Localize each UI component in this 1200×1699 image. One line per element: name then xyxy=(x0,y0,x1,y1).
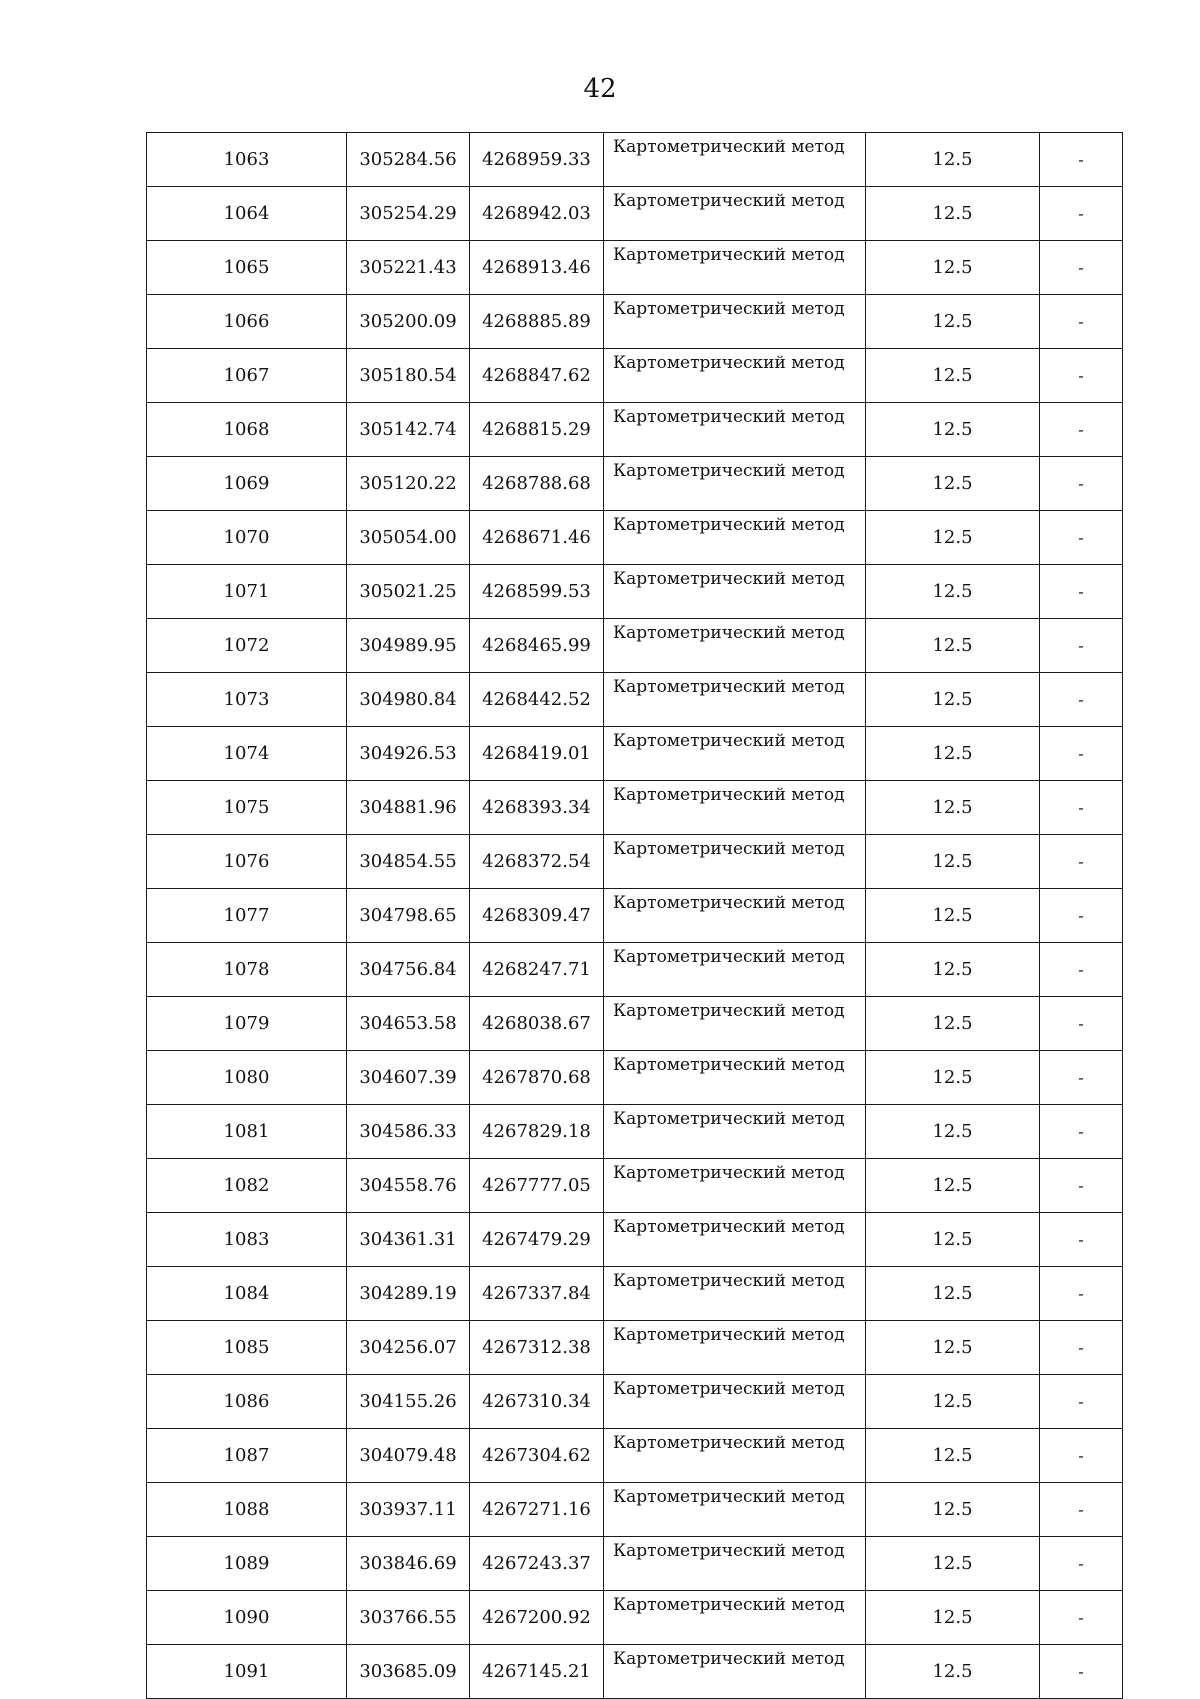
y-coordinate-cell: 4268671.46 xyxy=(470,511,604,565)
accuracy-cell: 12.5 xyxy=(866,1645,1040,1699)
method-cell: Картометрический метод xyxy=(604,295,866,349)
point-number-cell: 1071 xyxy=(147,565,347,619)
table-row xyxy=(147,511,1123,565)
y-coordinate-cell: 4267200.92 xyxy=(470,1591,604,1645)
x-coordinate-cell: 304756.84 xyxy=(347,943,470,997)
note-cell: - xyxy=(1040,403,1123,457)
y-coordinate-cell: 4268465.99 xyxy=(470,619,604,673)
y-coordinate-cell: 4267312.38 xyxy=(470,1321,604,1375)
table-row xyxy=(147,1051,1123,1105)
table-row xyxy=(147,187,1123,241)
point-number-cell: 1075 xyxy=(147,781,347,835)
table-row xyxy=(147,457,1123,511)
x-coordinate-cell: 303766.55 xyxy=(347,1591,470,1645)
x-coordinate-cell: 303937.11 xyxy=(347,1483,470,1537)
table-row xyxy=(147,997,1123,1051)
x-coordinate-cell: 305284.56 xyxy=(347,133,470,187)
x-coordinate-cell: 304361.31 xyxy=(347,1213,470,1267)
table-row xyxy=(147,241,1123,295)
point-number-cell: 1065 xyxy=(147,241,347,295)
y-coordinate-cell: 4268599.53 xyxy=(470,565,604,619)
y-coordinate-cell: 4268942.03 xyxy=(470,187,604,241)
y-coordinate-cell: 4268815.29 xyxy=(470,403,604,457)
point-number-cell: 1081 xyxy=(147,1105,347,1159)
x-coordinate-cell: 305180.54 xyxy=(347,349,470,403)
table-row xyxy=(147,673,1123,727)
y-coordinate-cell: 4268372.54 xyxy=(470,835,604,889)
note-cell: - xyxy=(1040,1537,1123,1591)
y-coordinate-cell: 4267777.05 xyxy=(470,1159,604,1213)
point-number-cell: 1066 xyxy=(147,295,347,349)
page-number: 42 xyxy=(583,74,617,104)
method-cell: Картометрический метод xyxy=(604,673,866,727)
note-cell: - xyxy=(1040,1483,1123,1537)
x-coordinate-cell: 304558.76 xyxy=(347,1159,470,1213)
method-cell: Картометрический метод xyxy=(604,187,866,241)
method-cell: Картометрический метод xyxy=(604,1591,866,1645)
point-number-cell: 1070 xyxy=(147,511,347,565)
accuracy-cell: 12.5 xyxy=(866,727,1040,781)
method-cell: Картометрический метод xyxy=(604,457,866,511)
accuracy-cell: 12.5 xyxy=(866,1483,1040,1537)
point-number-cell: 1078 xyxy=(147,943,347,997)
table-row xyxy=(147,1537,1123,1591)
note-cell: - xyxy=(1040,511,1123,565)
accuracy-cell: 12.5 xyxy=(866,511,1040,565)
x-coordinate-cell: 304798.65 xyxy=(347,889,470,943)
x-coordinate-cell: 305221.43 xyxy=(347,241,470,295)
accuracy-cell: 12.5 xyxy=(866,1213,1040,1267)
table-row xyxy=(147,565,1123,619)
x-coordinate-cell: 303685.09 xyxy=(347,1645,470,1699)
note-cell: - xyxy=(1040,187,1123,241)
accuracy-cell: 12.5 xyxy=(866,1537,1040,1591)
table-row xyxy=(147,403,1123,457)
table-row xyxy=(147,1375,1123,1429)
note-cell: - xyxy=(1040,457,1123,511)
x-coordinate-cell: 305200.09 xyxy=(347,295,470,349)
point-number-cell: 1080 xyxy=(147,1051,347,1105)
table-row xyxy=(147,727,1123,781)
x-coordinate-cell: 304926.53 xyxy=(347,727,470,781)
table-row xyxy=(147,349,1123,403)
table-row xyxy=(147,1645,1123,1699)
point-number-cell: 1073 xyxy=(147,673,347,727)
accuracy-cell: 12.5 xyxy=(866,619,1040,673)
point-number-cell: 1082 xyxy=(147,1159,347,1213)
y-coordinate-cell: 4268393.34 xyxy=(470,781,604,835)
table-row xyxy=(147,781,1123,835)
x-coordinate-cell: 304653.58 xyxy=(347,997,470,1051)
accuracy-cell: 12.5 xyxy=(866,1591,1040,1645)
y-coordinate-cell: 4267337.84 xyxy=(470,1267,604,1321)
point-number-cell: 1086 xyxy=(147,1375,347,1429)
method-cell: Картометрический метод xyxy=(604,1321,866,1375)
method-cell: Картометрический метод xyxy=(604,241,866,295)
table-row xyxy=(147,1159,1123,1213)
accuracy-cell: 12.5 xyxy=(866,241,1040,295)
point-number-cell: 1068 xyxy=(147,403,347,457)
method-cell: Картометрический метод xyxy=(604,835,866,889)
note-cell: - xyxy=(1040,1645,1123,1699)
x-coordinate-cell: 304586.33 xyxy=(347,1105,470,1159)
y-coordinate-cell: 4268038.67 xyxy=(470,997,604,1051)
x-coordinate-cell: 304079.48 xyxy=(347,1429,470,1483)
accuracy-cell: 12.5 xyxy=(866,457,1040,511)
x-coordinate-cell: 304989.95 xyxy=(347,619,470,673)
method-cell: Картометрический метод xyxy=(604,781,866,835)
y-coordinate-cell: 4268913.46 xyxy=(470,241,604,295)
accuracy-cell: 12.5 xyxy=(866,889,1040,943)
y-coordinate-cell: 4267310.34 xyxy=(470,1375,604,1429)
table-row xyxy=(147,295,1123,349)
accuracy-cell: 12.5 xyxy=(866,1105,1040,1159)
point-number-cell: 1063 xyxy=(147,133,347,187)
note-cell: - xyxy=(1040,241,1123,295)
method-cell: Картометрический метод xyxy=(604,1375,866,1429)
x-coordinate-cell: 305021.25 xyxy=(347,565,470,619)
note-cell: - xyxy=(1040,1321,1123,1375)
point-number-cell: 1079 xyxy=(147,997,347,1051)
note-cell: - xyxy=(1040,1267,1123,1321)
accuracy-cell: 12.5 xyxy=(866,403,1040,457)
method-cell: Картометрический метод xyxy=(604,403,866,457)
accuracy-cell: 12.5 xyxy=(866,943,1040,997)
note-cell: - xyxy=(1040,295,1123,349)
y-coordinate-cell: 4268959.33 xyxy=(470,133,604,187)
x-coordinate-cell: 303846.69 xyxy=(347,1537,470,1591)
x-coordinate-cell: 305254.29 xyxy=(347,187,470,241)
accuracy-cell: 12.5 xyxy=(866,1321,1040,1375)
point-number-cell: 1074 xyxy=(147,727,347,781)
table-body xyxy=(147,133,1123,1699)
note-cell: - xyxy=(1040,889,1123,943)
method-cell: Картометрический метод xyxy=(604,1051,866,1105)
x-coordinate-cell: 305120.22 xyxy=(347,457,470,511)
point-number-cell: 1084 xyxy=(147,1267,347,1321)
table-row xyxy=(147,889,1123,943)
method-cell: Картометрический метод xyxy=(604,1429,866,1483)
x-coordinate-cell: 304256.07 xyxy=(347,1321,470,1375)
accuracy-cell: 12.5 xyxy=(866,1429,1040,1483)
note-cell: - xyxy=(1040,943,1123,997)
y-coordinate-cell: 4267271.16 xyxy=(470,1483,604,1537)
table-row xyxy=(147,1429,1123,1483)
y-coordinate-cell: 4267145.21 xyxy=(470,1645,604,1699)
note-cell: - xyxy=(1040,997,1123,1051)
accuracy-cell: 12.5 xyxy=(866,673,1040,727)
x-coordinate-cell: 304980.84 xyxy=(347,673,470,727)
method-cell: Картометрический метод xyxy=(604,1159,866,1213)
method-cell: Картометрический метод xyxy=(604,889,866,943)
y-coordinate-cell: 4268247.71 xyxy=(470,943,604,997)
point-number-cell: 1085 xyxy=(147,1321,347,1375)
note-cell: - xyxy=(1040,565,1123,619)
y-coordinate-cell: 4267243.37 xyxy=(470,1537,604,1591)
method-cell: Картометрический метод xyxy=(604,1645,866,1699)
method-cell: Картометрический метод xyxy=(604,619,866,673)
accuracy-cell: 12.5 xyxy=(866,133,1040,187)
table-row xyxy=(147,1591,1123,1645)
point-number-cell: 1077 xyxy=(147,889,347,943)
x-coordinate-cell: 304155.26 xyxy=(347,1375,470,1429)
note-cell: - xyxy=(1040,619,1123,673)
x-coordinate-cell: 304607.39 xyxy=(347,1051,470,1105)
y-coordinate-cell: 4268847.62 xyxy=(470,349,604,403)
y-coordinate-cell: 4268419.01 xyxy=(470,727,604,781)
accuracy-cell: 12.5 xyxy=(866,187,1040,241)
method-cell: Картометрический метод xyxy=(604,727,866,781)
accuracy-cell: 12.5 xyxy=(866,835,1040,889)
y-coordinate-cell: 4268788.68 xyxy=(470,457,604,511)
accuracy-cell: 12.5 xyxy=(866,295,1040,349)
note-cell: - xyxy=(1040,1051,1123,1105)
note-cell: - xyxy=(1040,133,1123,187)
table-row xyxy=(147,943,1123,997)
table-row xyxy=(147,835,1123,889)
table-row xyxy=(147,1483,1123,1537)
coordinates-table xyxy=(146,132,1123,1699)
method-cell: Картометрический метод xyxy=(604,943,866,997)
y-coordinate-cell: 4267829.18 xyxy=(470,1105,604,1159)
note-cell: - xyxy=(1040,781,1123,835)
note-cell: - xyxy=(1040,1591,1123,1645)
point-number-cell: 1069 xyxy=(147,457,347,511)
table-row xyxy=(147,1267,1123,1321)
y-coordinate-cell: 4268309.47 xyxy=(470,889,604,943)
table-row xyxy=(147,133,1123,187)
point-number-cell: 1083 xyxy=(147,1213,347,1267)
x-coordinate-cell: 304854.55 xyxy=(347,835,470,889)
point-number-cell: 1067 xyxy=(147,349,347,403)
table-row xyxy=(147,1105,1123,1159)
table-row xyxy=(147,1321,1123,1375)
accuracy-cell: 12.5 xyxy=(866,565,1040,619)
point-number-cell: 1072 xyxy=(147,619,347,673)
note-cell: - xyxy=(1040,1375,1123,1429)
accuracy-cell: 12.5 xyxy=(866,349,1040,403)
table-row xyxy=(147,619,1123,673)
y-coordinate-cell: 4268442.52 xyxy=(470,673,604,727)
note-cell: - xyxy=(1040,1105,1123,1159)
note-cell: - xyxy=(1040,1159,1123,1213)
accuracy-cell: 12.5 xyxy=(866,1051,1040,1105)
point-number-cell: 1076 xyxy=(147,835,347,889)
accuracy-cell: 12.5 xyxy=(866,781,1040,835)
method-cell: Картометрический метод xyxy=(604,1537,866,1591)
point-number-cell: 1089 xyxy=(147,1537,347,1591)
note-cell: - xyxy=(1040,673,1123,727)
table-row xyxy=(147,1213,1123,1267)
method-cell: Картометрический метод xyxy=(604,1483,866,1537)
method-cell: Картометрический метод xyxy=(604,565,866,619)
accuracy-cell: 12.5 xyxy=(866,1159,1040,1213)
y-coordinate-cell: 4268885.89 xyxy=(470,295,604,349)
note-cell: - xyxy=(1040,349,1123,403)
point-number-cell: 1090 xyxy=(147,1591,347,1645)
method-cell: Картометрический метод xyxy=(604,1267,866,1321)
accuracy-cell: 12.5 xyxy=(866,1375,1040,1429)
y-coordinate-cell: 4267304.62 xyxy=(470,1429,604,1483)
note-cell: - xyxy=(1040,835,1123,889)
x-coordinate-cell: 305054.00 xyxy=(347,511,470,565)
method-cell: Картометрический метод xyxy=(604,511,866,565)
point-number-cell: 1087 xyxy=(147,1429,347,1483)
y-coordinate-cell: 4267870.68 xyxy=(470,1051,604,1105)
method-cell: Картометрический метод xyxy=(604,1213,866,1267)
method-cell: Картометрический метод xyxy=(604,997,866,1051)
note-cell: - xyxy=(1040,1213,1123,1267)
x-coordinate-cell: 305142.74 xyxy=(347,403,470,457)
method-cell: Картометрический метод xyxy=(604,133,866,187)
point-number-cell: 1088 xyxy=(147,1483,347,1537)
y-coordinate-cell: 4267479.29 xyxy=(470,1213,604,1267)
note-cell: - xyxy=(1040,1429,1123,1483)
method-cell: Картометрический метод xyxy=(604,1105,866,1159)
point-number-cell: 1091 xyxy=(147,1645,347,1699)
accuracy-cell: 12.5 xyxy=(866,1267,1040,1321)
x-coordinate-cell: 304289.19 xyxy=(347,1267,470,1321)
accuracy-cell: 12.5 xyxy=(866,997,1040,1051)
method-cell: Картометрический метод xyxy=(604,349,866,403)
point-number-cell: 1064 xyxy=(147,187,347,241)
note-cell: - xyxy=(1040,727,1123,781)
x-coordinate-cell: 304881.96 xyxy=(347,781,470,835)
